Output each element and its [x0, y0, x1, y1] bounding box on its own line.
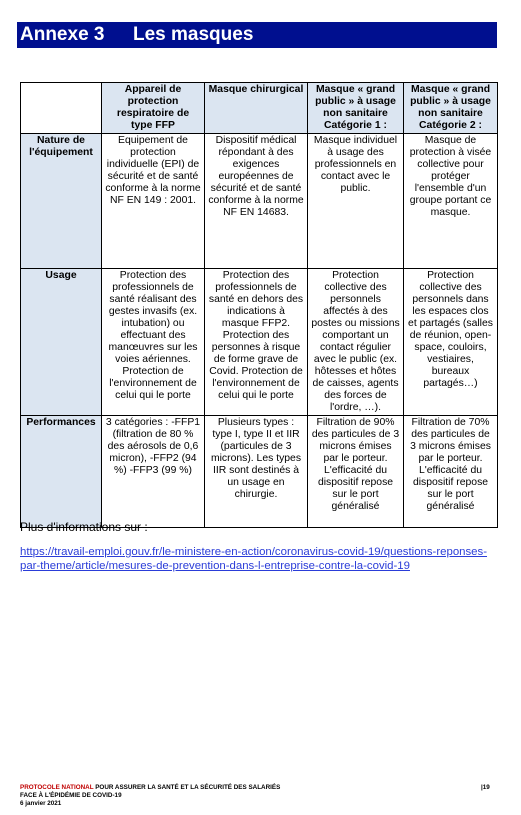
row-label-performances: Performances [21, 416, 102, 528]
header-public-cat1: Masque « grand public » à usage non sanitaire Catégorie 1 : [308, 83, 404, 134]
page-footer [20, 784, 280, 808]
table-cell: Filtration de 70% des particules de 3 microns émises par le porteur. L'efficacité du dispositif repose sur le port généralisé [404, 416, 498, 528]
table-row [21, 269, 498, 416]
more-info-link[interactable]: https://travail-emploi.gouv.fr/le-ministere-en-action/coronavirus-covid-19/questions-reponses-par-theme/article/mesures-de-prevention-dans-l-entreprise-contre-la-covid-19 [20, 546, 488, 572]
table-cell: Protection collective des personnels dans les espaces clos et partagés (salles de réunion, open-space, couloirs, vestiaires, bureaux partagés…) [404, 269, 498, 416]
annex-title-banner [17, 22, 497, 48]
table-cell: Protection des professionnels de santé réalisant des gestes invasifs (ex. intubation) ou effectuant des manœuvres sur les voies aériennes. Protection de l'environnement de celui qui le porte [102, 269, 205, 416]
table-cell: Plusieurs types : type I, type II et IIR (particules de 3 microns). Les types IIR sont destinés à un usage en chirurgie. [205, 416, 308, 528]
footer-protocol-label: PROTOCOLE NATIONAL [20, 784, 94, 791]
more-info-text: Plus d'informations sur : [20, 520, 148, 534]
table-cell: Masque individuel à usage des professionnels en contact avec le public. [308, 134, 404, 269]
table-cell: Dispositif médical répondant à des exigences européennes de sécurité et de santé conforme à la norme NF EN 14683. [205, 134, 308, 269]
table-cell: Masque de protection à visée collective pour protéger l'ensemble d'un groupe portant ce masque. [404, 134, 498, 269]
annex-title: Les masques [133, 24, 254, 45]
row-label-usage: Usage [21, 269, 102, 416]
table-cell: Filtration de 90% des particules de 3 microns émises par le porteur. L'efficacité du dispositif repose sur le port généralisé [308, 416, 404, 528]
table-cell: 3 catégories : -FFP1 (filtration de 80 % des aérosols de 0,6 micron), -FFP2 (94 %) -FFP3 (99 %) [102, 416, 205, 528]
annex-number: Annexe 3 [20, 24, 105, 45]
table-cell: Equipement de protection individuelle (EPI) de sécurité et de santé conforme à la norme NF EN 149 : 2001. [102, 134, 205, 269]
header-surgical: Masque chirurgical [205, 83, 308, 134]
table-header-row [21, 83, 498, 134]
page-number: |19 [481, 784, 490, 791]
table-cell: Protection collective des personnels affectés à des postes ou missions comportant un contact régulier avec le public (ex. hôtesses et hôtes de caisses, agents des forces de l'ordre, …). [308, 269, 404, 416]
header-public-cat2: Masque « grand public » à usage non sanitaire Catégorie 2 : [404, 83, 498, 134]
footer-subtitle: FACE À L'ÉPIDÉMIE DE COVID-19 [20, 792, 122, 799]
masks-table [20, 82, 498, 528]
header-ffp: Appareil de protection respiratoire de type FFP [102, 83, 205, 134]
footer-date: 6 janvier 2021 [20, 800, 62, 807]
header-corner-cell [21, 83, 102, 134]
row-label-nature: Nature de l'équipement [21, 134, 102, 269]
footer-title-rest: POUR ASSURER LA SANTÉ ET LA SÉCURITÉ DES SALARIÉS [93, 784, 281, 791]
table-row [21, 416, 498, 528]
table-row [21, 134, 498, 269]
table-cell: Protection des professionnels de santé en dehors des indications à masque FFP2. Protection des personnes à risque de forme grave de Covid. Protection de l'environnement de celui qui le porte [205, 269, 308, 416]
